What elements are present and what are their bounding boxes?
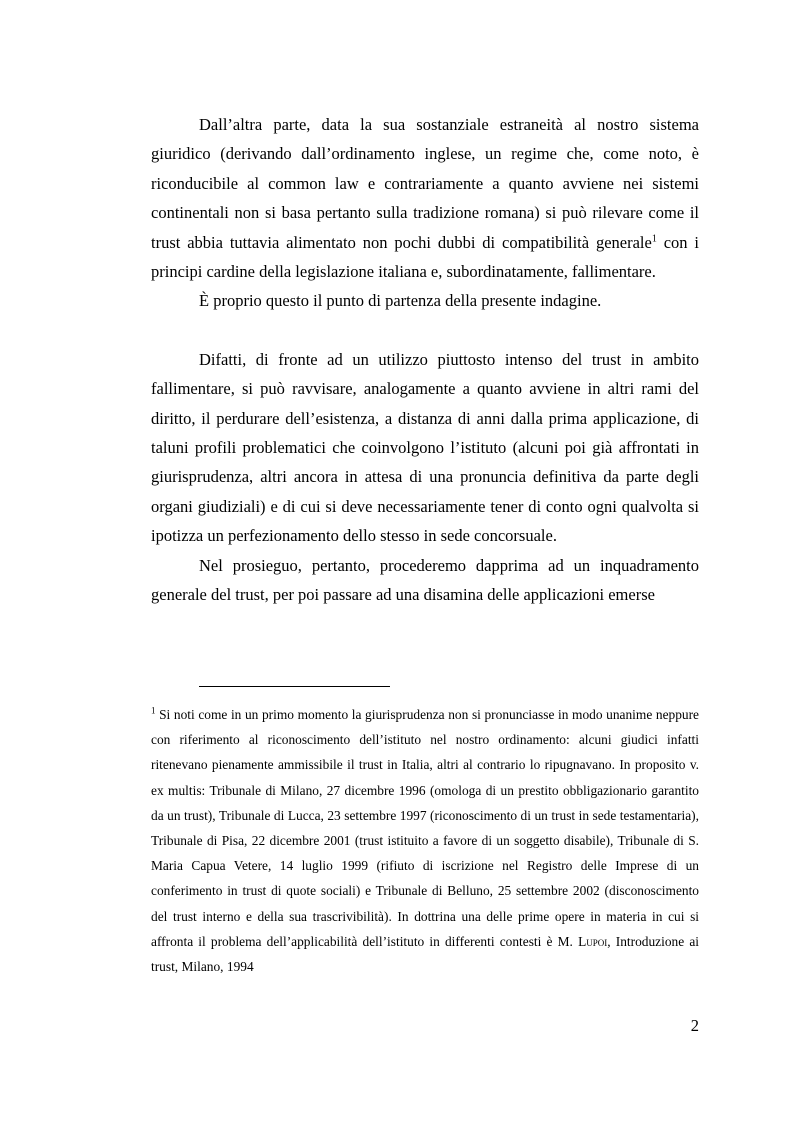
paragraph-3: Difatti, di fronte ad un utilizzo piuttosto intenso del trust in ambito fallimentare, si può ravvisare, analogamente a quanto avviene in altri rami del diritto, il perdurare dell’esistenza, a distanza di anni dalla prima applicazione, di taluni profili problematici che coinvolgono l’istituto (alcuni poi già affrontati in giurisprudenza, altri ancora in attesa di una pronuncia definitiva da parte degli organi giudiziali) e di cui si deve necessariamente tener di conto ogni qualvolta si ipotizza un perfezionamento dello stesso in sede concorsuale. xyxy=(151,349,699,546)
body-text xyxy=(151,110,699,610)
footnote-reference: 1 xyxy=(651,233,657,245)
paragraph-1-text: Dall’altra parte, data la sua sostanziale estraneità al nostro sistema giuridico (derivando dall’ordinamento inglese, un regime che, come noto, è riconducibile al common law e contrariamente a quanto avviene nei sistemi continentali non si basa pertanto sulla tradizione romana) si può rilevare come il trust abbia tuttavia alimentato non pochi dubbi di compatibilità generale xyxy=(151,115,699,252)
footnote xyxy=(151,702,699,979)
page-number: 2 xyxy=(690,1016,699,1035)
paragraph-4: Nel prosieguo, pertanto, procederemo dapprima ad un inquadramento generale del trust, per poi passare ad una disamina delle applicazioni emerse xyxy=(151,555,699,605)
footnote-separator xyxy=(199,686,390,687)
footnote-author: Lupoi xyxy=(578,933,608,949)
paragraph-1-text-continued: con i principi cardine della legislazione italiana e, subordinatamente, fallimentare. xyxy=(151,232,699,282)
paragraph-2: È proprio questo il punto di partenza della presente indagine. xyxy=(199,291,602,311)
footnote-text-end: , Introduzione ai trust, Milano, 1994 xyxy=(151,933,700,975)
paragraph-1 xyxy=(151,110,699,286)
footnote-number: 1 xyxy=(151,705,156,716)
footnote-text: Si noti come in un primo momento la giurisprudenza non si pronunciasse in modo unanime neppure con riferimento al riconoscimento dell’istituto nel nostro ordinamento: alcuni giudici infatti ritenevano pienamente ammissibile il trust in Italia, altri al contrario lo ripugnavano. In proposito v. ex multis: Tribunale di Milano, 27 dicembre 1996 (omologa di un prestito obbligazionario garantito da un trust), Tribunale di Lucca, 23 settembre 1997 (riconoscimento di un trust in sede testamentaria), Tribunale di Pisa, 22 dicembre 2001 (trust istituito a favore di un soggetto disabile), Tribunale di S. Maria Capua Vetere, 14 luglio 1999 (rifiuto di iscrizione nel Registro delle Imprese di un conferimento in trust di quote sociali) e Tribunale di Belluno, 25 settembre 2002 (disconoscimento del trust interno e della sua trascrivibilità). In dottrina una delle prime opere in materia in cui si affronta il problema dell’applicabilità dell’istituto in differenti contesti è M. xyxy=(151,707,699,949)
